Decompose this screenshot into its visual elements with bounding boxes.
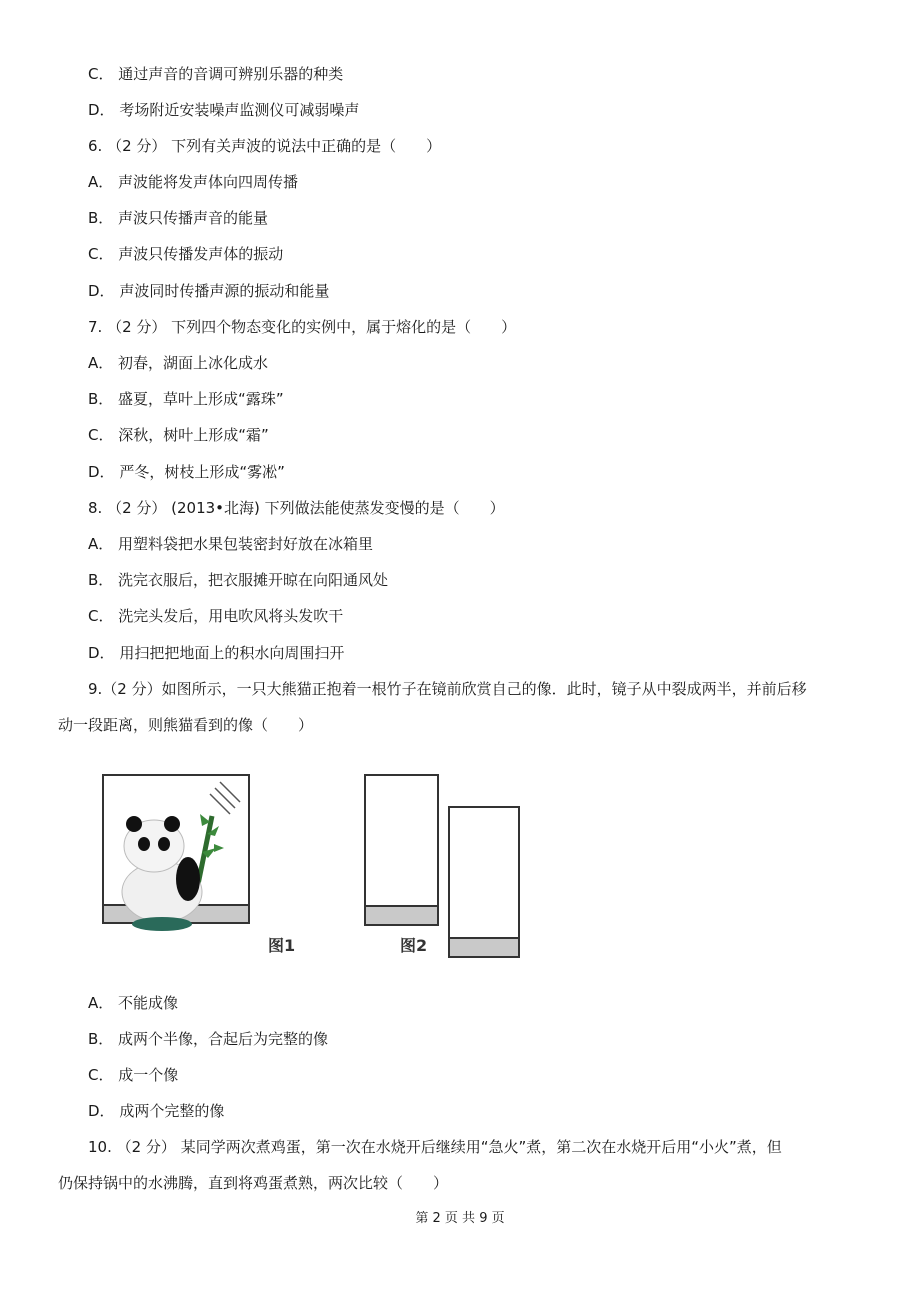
mirror-half-right-base: [450, 937, 518, 956]
question-9-line1: 9.（2 分）如图所示，一只大熊猫正抱着一根竹子在镜前欣赏自己的像．此时，镜子从中裂成两半，并前后移: [88, 680, 807, 698]
option-d-q6: D． 声波同时传播声源的振动和能量: [88, 282, 330, 300]
figure-2-label: 图2: [400, 936, 428, 955]
question-8: 8. （2 分） (2013•北海) 下列做法能使蒸发变慢的是（ ）: [88, 499, 505, 517]
option-b-q7: B． 盛夏，草叶上形成“露珠”: [88, 390, 284, 408]
option-c-q9: C． 成一个像: [88, 1066, 179, 1084]
option-d-q8: D． 用扫把把地面上的积水向周围扫开: [88, 644, 345, 662]
option-d-q9: D． 成两个完整的像: [88, 1102, 225, 1120]
option-a-q7: A． 初春，湖面上冰化成水: [88, 354, 269, 372]
option-d-q7: D． 严冬，树枝上形成“雾凇”: [88, 463, 285, 481]
question-7: 7. （2 分） 下列四个物态变化的实例中，属于熔化的是（ ）: [88, 318, 517, 336]
question-6: 6. （2 分） 下列有关声波的说法中正确的是（ ）: [88, 137, 442, 155]
option-a-q9: A． 不能成像: [88, 994, 179, 1012]
question-9-line2: 动一段距离，则熊猫看到的像（ ）: [58, 716, 314, 734]
option-a-q6: A． 声波能将发声体向四周传播: [88, 173, 299, 191]
mirror-half-left: [364, 774, 439, 926]
figure-1-label: 图1: [268, 936, 296, 955]
page-footer: 第 2 页 共 9 页: [415, 1211, 505, 1226]
option-b-q8: B． 洗完衣服后，把衣服摊开晾在向阳通风处: [88, 571, 389, 589]
option-d-q5: D． 考场附近安装噪声监测仪可减弱噪声: [88, 101, 360, 119]
panda-illustration: [102, 774, 252, 934]
option-c-q5: C． 通过声音的音调可辨别乐器的种类: [88, 65, 344, 83]
mirror-half-right: [448, 806, 520, 958]
option-c-q7: C． 深秋，树叶上形成“霜”: [88, 426, 269, 444]
option-c-q6: C． 声波只传播发声体的振动: [88, 245, 284, 263]
question-10-line2: 仍保持锅中的水沸腾，直到将鸡蛋煮熟，两次比较（ ）: [58, 1174, 449, 1192]
question-10-line1: 10. （2 分） 某同学两次煮鸡蛋，第一次在水烧开后继续用“急火”煮，第二次在水烧开后用“小火”煮，但: [88, 1138, 782, 1156]
option-b-q6: B． 声波只传播声音的能量: [88, 209, 269, 227]
option-b-q9: B． 成两个半像，合起后为完整的像: [88, 1030, 329, 1048]
figure-1: [102, 774, 252, 934]
option-c-q8: C． 洗完头发后，用电吹风将头发吹干: [88, 607, 344, 625]
mirror-half-left-base: [366, 905, 437, 924]
option-a-q8: A． 用塑料袋把水果包装密封好放在冰箱里: [88, 535, 374, 553]
